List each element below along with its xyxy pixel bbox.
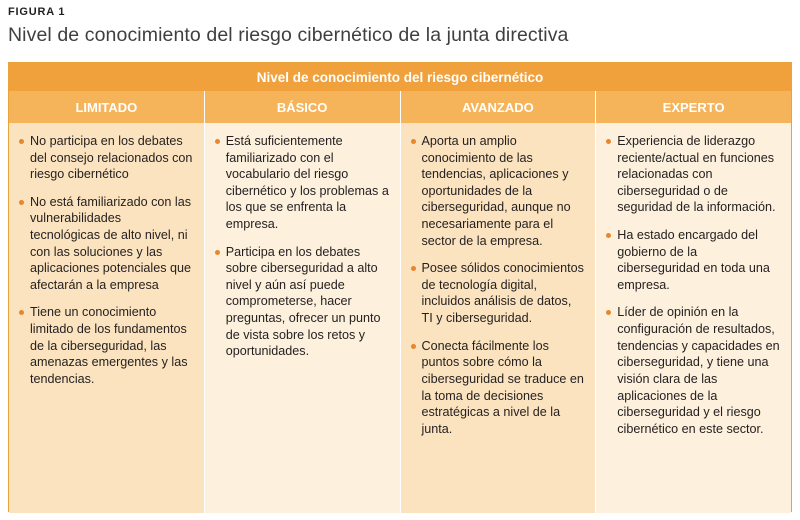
list-item: Tiene un conocimiento limitado de los fundamentos de la ciberseguridad, las amenazas emergentes y las tendencias.	[17, 304, 194, 387]
list-item: Ha estado encargado del gobierno de la ciberseguridad en toda una empresa.	[604, 227, 781, 293]
list-item: Aporta un amplio conocimiento de las tendencias, aplicaciones y oportunidades de la ciberseguridad, aunque no necesariamente para el sector de la empresa.	[409, 133, 586, 249]
list-item: Líder de opinión en la configuración de resultados, tendencias y capacidades en ciberseguridad, y tiene una visión clara de las aplicaciones de la ciberseguridad y el riesgo cibernético en este sector.	[604, 304, 781, 437]
bullet-list-limitado	[17, 133, 194, 388]
column-avanzado	[400, 123, 596, 513]
list-item: Conecta fácilmente los puntos sobre cómo la ciberseguridad se traduce en la toma de decisiones estratégicas a nivel de la junta.	[409, 338, 586, 438]
column-header-basico: BÁSICO	[204, 91, 400, 123]
list-item: Participa en los debates sobre ciberseguridad a alto nivel y aún así puede comprometerse, hacer preguntas, ofrecer un punto de vista sobre los retos y oportunidades.	[213, 244, 390, 360]
list-item: Experiencia de liderazgo reciente/actual en funciones relacionadas con ciberseguridad o de seguridad de la información.	[604, 133, 781, 216]
column-limitado	[9, 123, 204, 513]
column-experto	[595, 123, 791, 513]
page-title: Nivel de conocimiento del riesgo cibernético de la junta directiva	[8, 24, 569, 46]
column-basico	[204, 123, 400, 513]
list-item: No está familiarizado con las vulnerabilidades tecnológicas de alto nivel, ni con las soluciones y las aplicaciones potenciales que afectarán a la empresa	[17, 194, 194, 294]
bullet-list-basico	[213, 133, 390, 360]
column-header-avanzado: AVANZADO	[400, 91, 596, 123]
list-item: No participa en los debates del consejo relacionados con riesgo cibernético	[17, 133, 194, 183]
bullet-list-experto	[604, 133, 781, 437]
table-body	[9, 123, 791, 513]
table-band-header: Nivel de conocimiento del riesgo cibernético	[9, 63, 791, 91]
column-header-experto: EXPERTO	[595, 91, 791, 123]
table-header-row	[9, 91, 791, 123]
bullet-list-avanzado	[409, 133, 586, 437]
column-header-limitado: LIMITADO	[75, 99, 138, 115]
list-item: Está suficientemente familiarizado con el vocabulario del riesgo cibernético y los problemas a los que se enfrenta la empresa.	[213, 133, 390, 233]
figure-label: FIGURA 1	[8, 6, 66, 18]
list-item: Posee sólidos conocimientos de tecnología digital, incluidos análisis de datos, TI y ciberseguridad.	[409, 260, 586, 326]
maturity-table	[8, 62, 792, 512]
